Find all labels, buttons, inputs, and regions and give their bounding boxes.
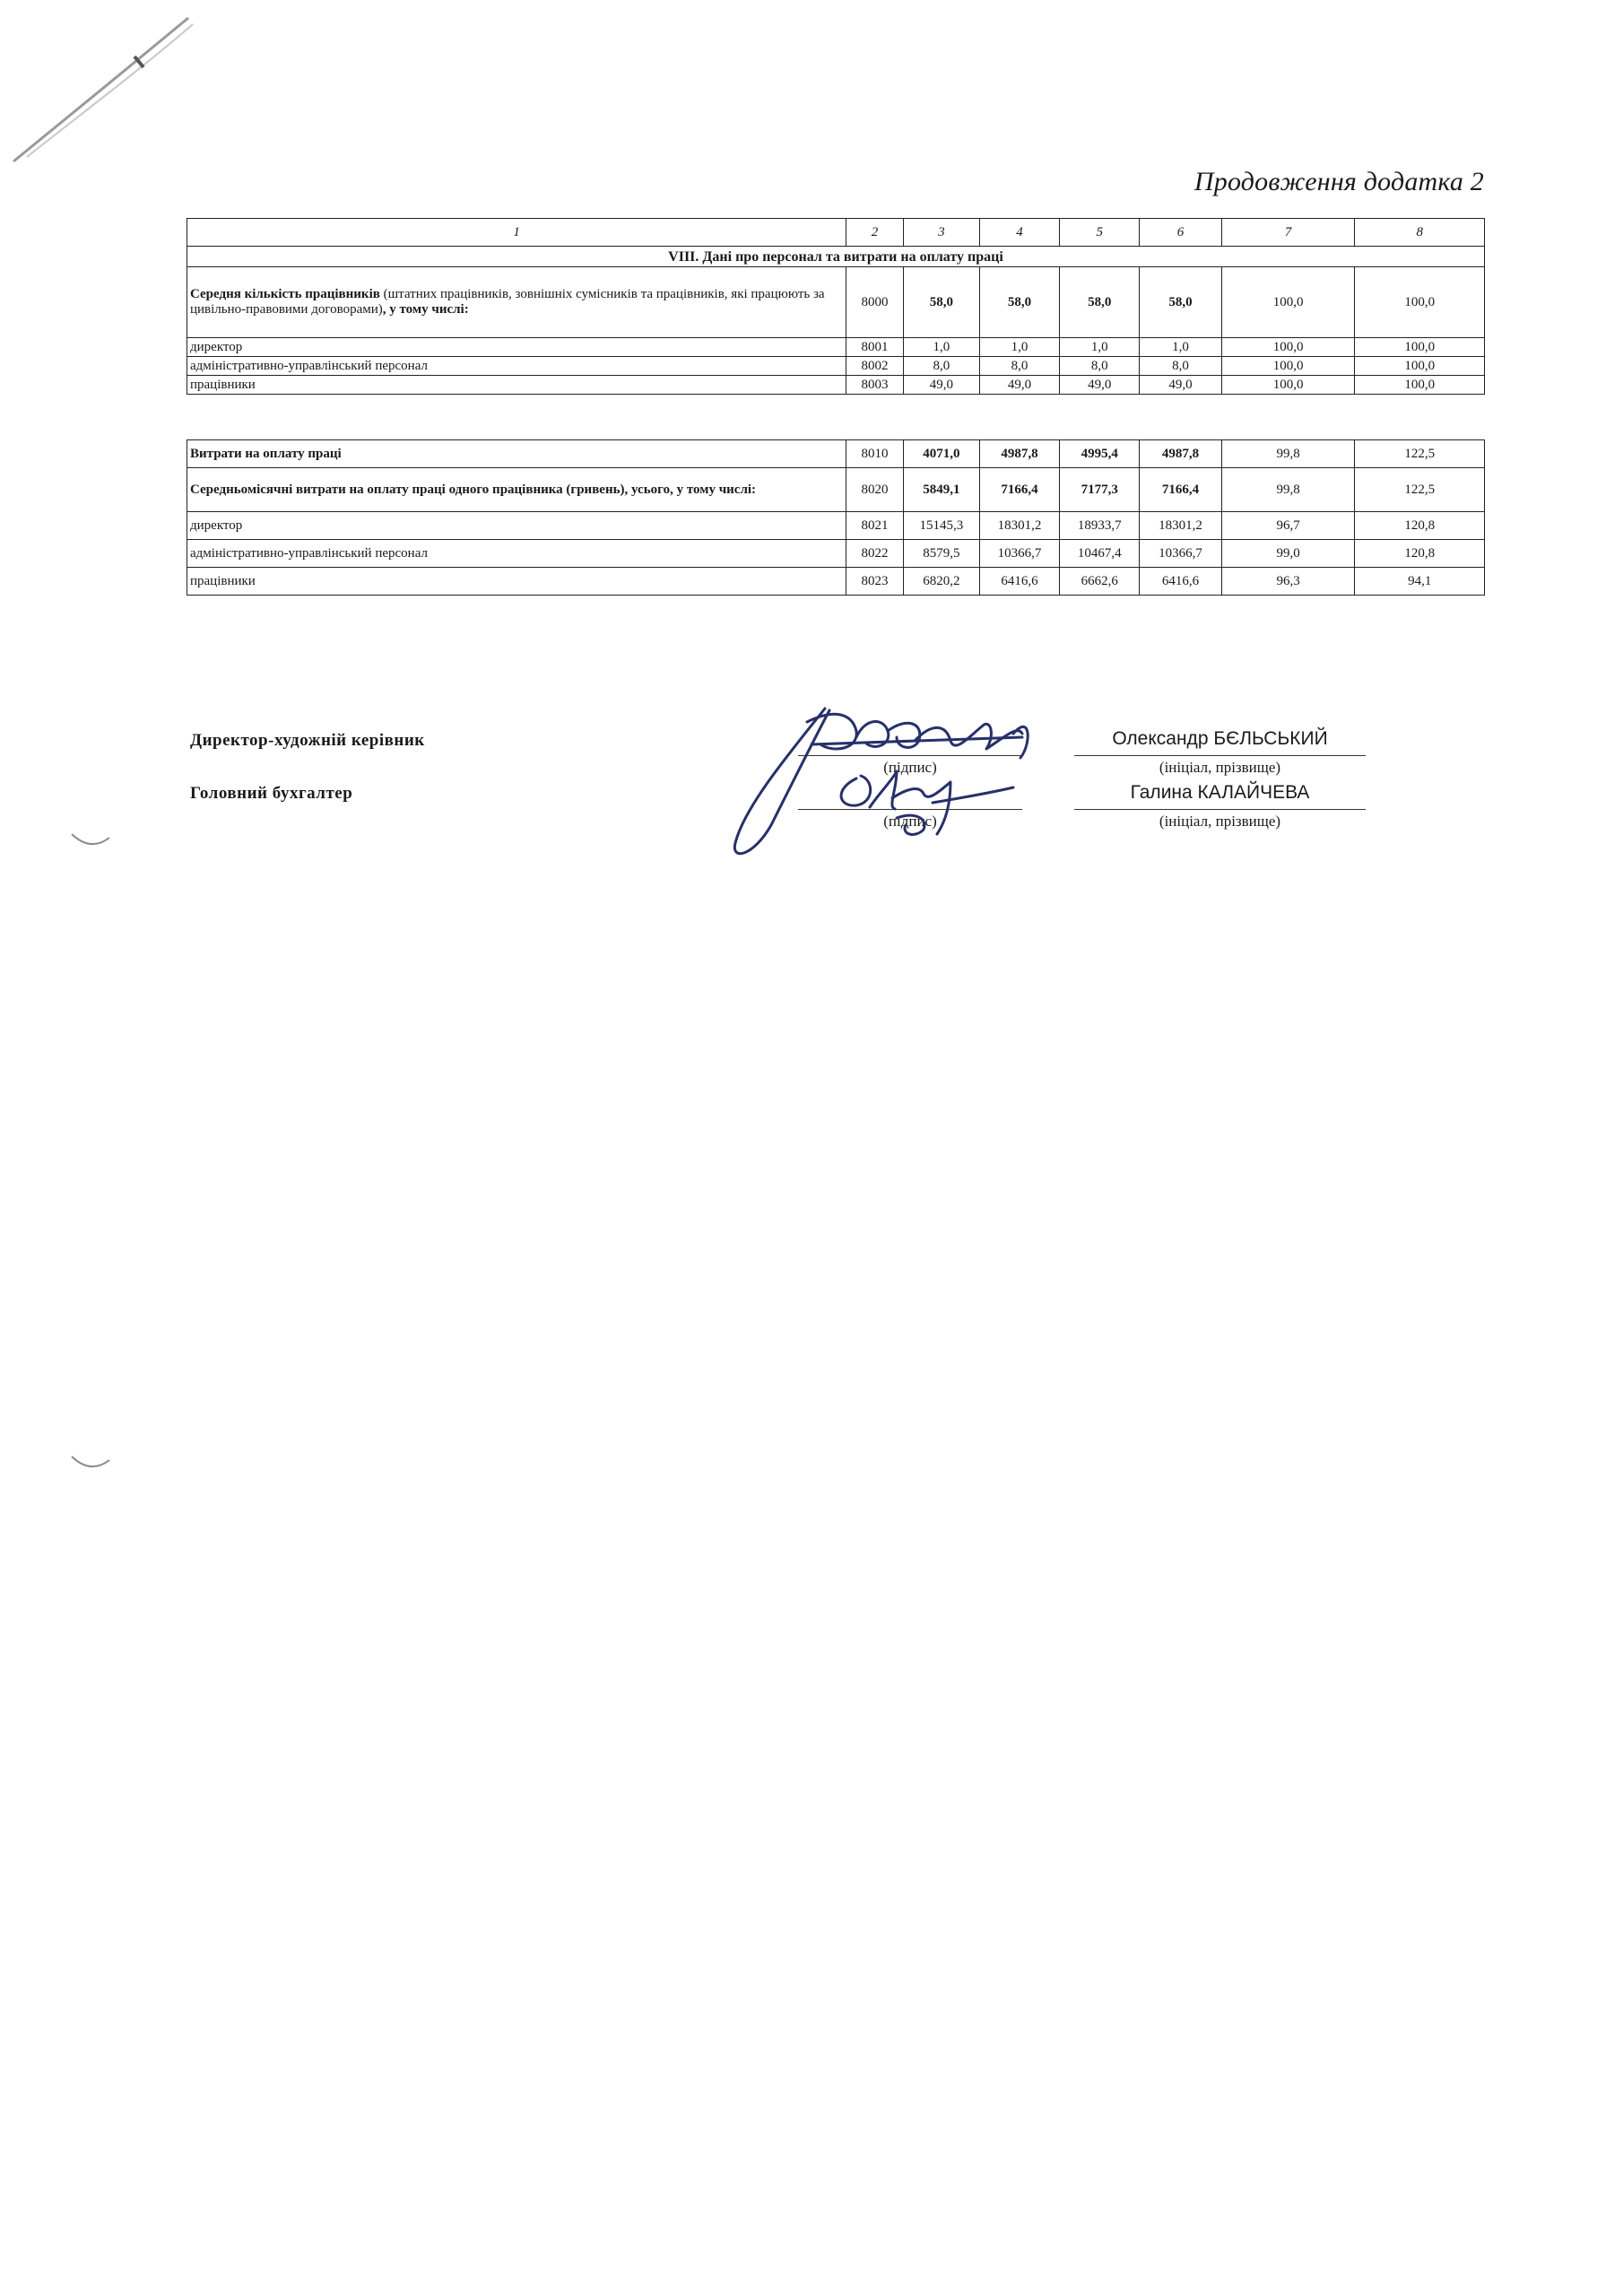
table-cell: 7166,4 bbox=[979, 468, 1059, 512]
table-cell: 100,0 bbox=[1355, 338, 1485, 357]
director-position-label: Директор-художній керівник bbox=[190, 731, 425, 750]
table-cell: 1,0 bbox=[1140, 338, 1221, 357]
table-cell: 8,0 bbox=[979, 357, 1059, 376]
table-cell: 8,0 bbox=[1140, 357, 1221, 376]
column-number-row bbox=[187, 219, 1485, 247]
table-cell: 8,0 bbox=[1060, 357, 1140, 376]
signature-caption: (підпис) bbox=[883, 759, 937, 776]
row-label: адміністративно-управлінський персонал bbox=[187, 357, 846, 376]
table-cell: 122,5 bbox=[1355, 468, 1485, 512]
row-code: 8020 bbox=[846, 468, 904, 512]
table-cell: 100,0 bbox=[1355, 357, 1485, 376]
table-cell: 1,0 bbox=[979, 338, 1059, 357]
table-cell: 6662,6 bbox=[1060, 568, 1140, 596]
accountant-position-label: Головний бухгалтер bbox=[190, 784, 353, 803]
table-cell: 58,0 bbox=[979, 267, 1059, 338]
table-cell: 122,5 bbox=[1355, 440, 1485, 468]
row-code: 8002 bbox=[846, 357, 904, 376]
signature-caption: (підпис) bbox=[883, 813, 937, 830]
table-cell: 5849,1 bbox=[903, 468, 979, 512]
table-cell: 4995,4 bbox=[1060, 440, 1140, 468]
table-cell: 4987,8 bbox=[979, 440, 1059, 468]
row-code: 8021 bbox=[846, 512, 904, 540]
column-number: 8 bbox=[1355, 219, 1485, 247]
signature-line bbox=[798, 755, 1022, 756]
column-number: 6 bbox=[1140, 219, 1221, 247]
signature-line bbox=[798, 809, 1022, 810]
table-cell: 6820,2 bbox=[903, 568, 979, 596]
table-cell: 6416,6 bbox=[1140, 568, 1221, 596]
table-cell: 1,0 bbox=[903, 338, 979, 357]
table-row bbox=[187, 267, 1485, 338]
table-cell: 18301,2 bbox=[1140, 512, 1221, 540]
director-name: Олександр БЄЛЬСЬКИЙ bbox=[1112, 728, 1328, 749]
row-code: 8001 bbox=[846, 338, 904, 357]
table-cell: 49,0 bbox=[1060, 376, 1140, 395]
table-cell: 10467,4 bbox=[1060, 540, 1140, 568]
row-label: директор bbox=[187, 338, 846, 357]
column-number: 1 bbox=[187, 219, 846, 247]
section-title-row bbox=[187, 247, 1485, 267]
table-cell: 96,3 bbox=[1221, 568, 1355, 596]
row-label: Витрати на оплату праці bbox=[187, 440, 846, 468]
table-cell: 8,0 bbox=[903, 357, 979, 376]
table-cell: 15145,3 bbox=[903, 512, 979, 540]
row-code: 8000 bbox=[846, 267, 904, 338]
table-cell: 49,0 bbox=[1140, 376, 1221, 395]
row-code: 8022 bbox=[846, 540, 904, 568]
table-row bbox=[187, 568, 1485, 596]
table-cell: 120,8 bbox=[1355, 512, 1485, 540]
table-cell: 10366,7 bbox=[979, 540, 1059, 568]
table-cell: 58,0 bbox=[903, 267, 979, 338]
table-cell: 99,8 bbox=[1221, 468, 1355, 512]
table-cell: 6416,6 bbox=[979, 568, 1059, 596]
table-cell: 96,7 bbox=[1221, 512, 1355, 540]
punch-hole-mark bbox=[70, 1453, 111, 1473]
director-signature bbox=[734, 709, 1028, 854]
row-label: працівники bbox=[187, 568, 846, 596]
name-line bbox=[1074, 755, 1366, 756]
table-cell: 58,0 bbox=[1140, 267, 1221, 338]
row-label: Середня кількість працівників (штатних працівників, зовнішніх сумісників та працівників, які працюють за цивільно-правовими договорами), у тому числі: bbox=[187, 267, 846, 338]
table-cell: 4987,8 bbox=[1140, 440, 1221, 468]
table-cell: 18933,7 bbox=[1060, 512, 1140, 540]
table-cell: 100,0 bbox=[1221, 338, 1355, 357]
table-cell: 120,8 bbox=[1355, 540, 1485, 568]
scan-streak-mark bbox=[9, 13, 197, 166]
table-cell: 7166,4 bbox=[1140, 468, 1221, 512]
column-number: 2 bbox=[846, 219, 904, 247]
table-cell: 7177,3 bbox=[1060, 468, 1140, 512]
row-label: директор bbox=[187, 512, 846, 540]
column-number: 7 bbox=[1221, 219, 1355, 247]
table-cell: 8579,5 bbox=[903, 540, 979, 568]
table-cell: 100,0 bbox=[1221, 376, 1355, 395]
name-caption: (ініціал, прізвище) bbox=[1159, 813, 1281, 830]
table-row bbox=[187, 376, 1485, 395]
table-row bbox=[187, 357, 1485, 376]
accountant-name: Галина КАЛАЙЧЕВА bbox=[1130, 782, 1310, 803]
table-cell: 10366,7 bbox=[1140, 540, 1221, 568]
table-cell: 100,0 bbox=[1355, 267, 1485, 338]
name-caption: (ініціал, прізвище) bbox=[1159, 759, 1281, 776]
row-code: 8003 bbox=[846, 376, 904, 395]
table-row bbox=[187, 468, 1485, 512]
table-cell: 99,0 bbox=[1221, 540, 1355, 568]
document-title: Продовження додатка 2 bbox=[1193, 167, 1484, 196]
table-cell: 49,0 bbox=[979, 376, 1059, 395]
row-code: 8010 bbox=[846, 440, 904, 468]
table-cell: 1,0 bbox=[1060, 338, 1140, 357]
row-label: Середньомісячні витрати на оплату праці одного працівника (гривень), усього, у тому числі: bbox=[187, 468, 846, 512]
row-label: працівники bbox=[187, 376, 846, 395]
table-row bbox=[187, 338, 1485, 357]
table-row bbox=[187, 540, 1485, 568]
table-cell: 58,0 bbox=[1060, 267, 1140, 338]
table-cell: 100,0 bbox=[1355, 376, 1485, 395]
table-cell: 94,1 bbox=[1355, 568, 1485, 596]
table-row bbox=[187, 440, 1485, 468]
table-cell: 49,0 bbox=[903, 376, 979, 395]
column-number: 5 bbox=[1060, 219, 1140, 247]
row-code: 8023 bbox=[846, 568, 904, 596]
row-label: адміністративно-управлінський персонал bbox=[187, 540, 846, 568]
table-cell: 18301,2 bbox=[979, 512, 1059, 540]
table-cell: 4071,0 bbox=[903, 440, 979, 468]
table-cell: 99,8 bbox=[1221, 440, 1355, 468]
table-cell: 100,0 bbox=[1221, 357, 1355, 376]
punch-hole-mark bbox=[70, 831, 111, 850]
personnel-table bbox=[187, 218, 1485, 395]
column-number: 4 bbox=[979, 219, 1059, 247]
section-title: VIII. Дані про персонал та витрати на оплату праці bbox=[187, 247, 1485, 267]
table-cell: 100,0 bbox=[1221, 267, 1355, 338]
payroll-table bbox=[187, 439, 1485, 596]
name-line bbox=[1074, 809, 1366, 810]
column-number: 3 bbox=[903, 219, 979, 247]
table-row bbox=[187, 512, 1485, 540]
